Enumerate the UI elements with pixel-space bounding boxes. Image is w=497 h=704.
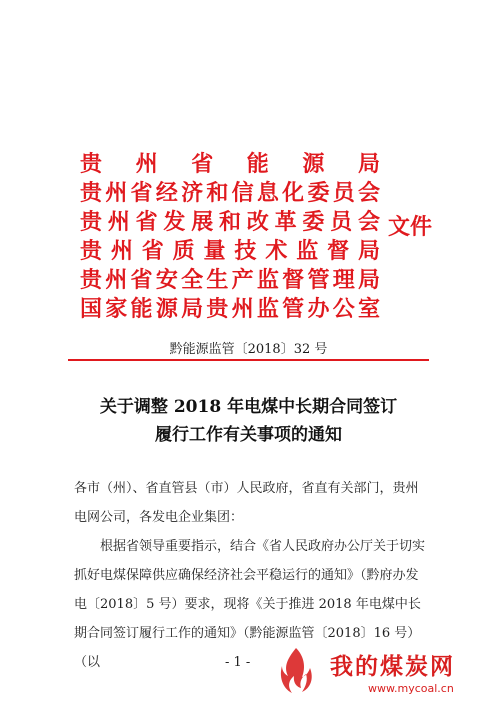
document-number: 黔能源监管〔2018〕32 号 [169,342,328,357]
document-label: 文件 [388,215,433,240]
title-line-2: 履行工作有关事项的通知 [155,425,342,445]
watermark-url: www.mycoal.cn [368,682,454,695]
site-watermark [278,644,493,700]
issuer-line: 贵州省经济和信息化委员会 [80,181,380,206]
issuer-line: 贵州省安全生产监督管理局 [80,268,380,293]
issuer-line: 贵州省质量技术监督局 [80,239,380,264]
document-title [0,393,497,449]
flame-logo-icon [278,646,314,696]
issuing-authorities [80,150,390,324]
issuer-line: 国家能源局贵州监管办公室 [80,297,380,322]
addressee: 各市（州）、省直管县（市）人民政府，省直有关部门，贵州电网公司，各发电企业集团： [74,481,419,525]
issuer-line: 贵 州 省 能 源 局 [80,152,380,177]
watermark-site-name: 我的煤炭网 [330,654,455,680]
issuer-line: 贵州省发展和改革委员会 [80,210,380,235]
red-divider [68,359,429,361]
body-paragraph: 根据省领导重要指示，结合《省人民政府办公厅关于切实抓好电煤保障供应确保经济社会平稳运行的通知》（黔府办发电〔2018〕5 号）要求，现将《关于推进 2018 年电煤中长期合同签订履行工作的通知》（黔能源监管〔2018〕16 号）（以 [74,539,426,670]
title-line-1: 关于调整 2018 年电煤中长期合同签订 [99,397,398,417]
page-number: - 1 - [225,655,251,670]
